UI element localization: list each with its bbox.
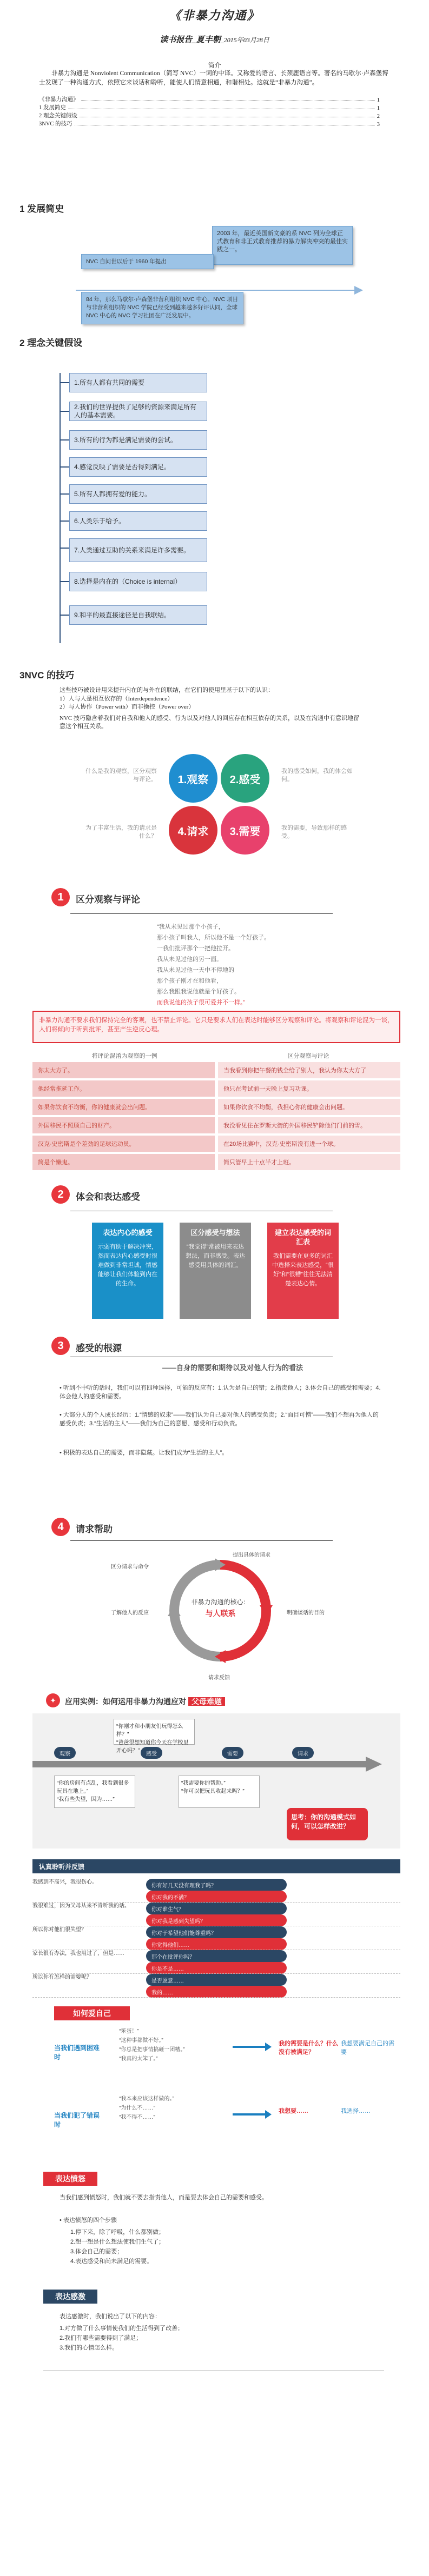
table-row [32,1099,400,1115]
table-row [32,1117,400,1133]
example-box-need: “我需要你的帮助。” “你可以把玩具收起来吗？” [179,1776,260,1808]
need-bullet: • 听到不中听的话时，我们可以有四种选择，可能的反应有：1.认为是自己的错；2.指责他人；3.体会自己的感受和需要；4.体会他人的感受和需要。 [60,1385,381,1400]
history-box-84: 84 年，那么马歇尔·卢森堡非营利组织 NVC 中心。NVC 项目与非营利组织的 NVC 学院已经受到越来越多好评认同，全球 NVC 中心的 NVC 学习社团在广泛发展中。 [81,292,243,324]
card-text: 示弱有助于解决冲突，然而表达内心感受时很难做到非常坦诚，情感能够让我们体验到内在的生命。 [98,1244,157,1287]
connector [61,615,69,616]
cell-evaluation: 外国移民不照顾自己的财产。 [32,1117,215,1133]
assumption-item: 7.人类通过互助的关系来满足许多需要。 [69,538,207,562]
requests-heading: 请求帮助 [76,1524,113,1534]
cell-evaluation: 汉克·史密斯是个差劲的足球运动员。 [32,1136,215,1152]
quote-line: “我真的太笨了。” [119,2056,158,2062]
observation-quote [157,922,335,1008]
request-caption: 为了丰富生活，我的请求是什么？ [85,825,157,839]
cell-observation: 当我看到你把午餐的钱全给了别人，我认为你太大方了 [218,1062,400,1078]
cell-evaluation: 如果你饮食不均衡，你的健康就会出问题。 [32,1099,215,1115]
observation-heading: 区分观察与评论 [76,895,140,905]
cycle-node: 明确谈话的目的 [287,1610,325,1616]
footer-divider [43,2370,384,2371]
observation-warning-box: 非暴力沟通不要求我们保持完全的客观，也不禁止评论。它只是要求人们在表达时能够区分观察和评论。将观察和评论混为一谈，人们将倾向于听到批评，甚至产生逆反心理。 [32,1011,400,1043]
needs-subheading: ——自身的需要和期待以及对他人行为的看法 [162,1364,303,1372]
love-choice: 我想要满足自己的需要 [341,2040,394,2056]
quote-line: 而我说他的孩子很可爱并不一样。” [157,999,246,1006]
application-timeline [32,1761,368,1767]
anger-step: 1.停下来，除了呼吸，什么都别做； [70,2229,165,2235]
abstract-text: 非暴力沟通是 Nonviolent Communication（简写 NVC）一词的中译。又称爱的语言、长颈鹿语言等。著名的马歇尔·卢森堡博士发现了一种沟通方式，依照它来谈话和聆听，能使人们情意相通，和谐相处。这就是“非暴力沟通”。 [39,70,388,86]
gratitude-step: 3.我们的心情怎么样。 [60,2345,118,2351]
feeling-circle: 2.感受 [221,754,269,803]
connector [61,439,69,441]
need-caption: 我的需要，导致那样的感受。 [281,825,347,839]
connector [61,548,69,549]
table-row [32,1062,400,1078]
listen-statement: 我很难过，因为父母从来不肯听我的话。 [32,1903,130,1909]
love-response: 我想要…… [279,2108,308,2114]
divider [70,1540,333,1541]
quote-line: “这种事都做不好。” [119,2038,163,2044]
listen-header: 认真聆听并反馈 [32,1859,400,1873]
cycle-center-label: 非暴力沟通的核心： [191,1598,250,1606]
cycle-center-highlight: 与人联系 [205,1609,236,1618]
cycle-node: 了解他人的反应 [111,1610,149,1616]
gratitude-step: 1.对方做了什么事情使我们的生活得到了改善； [60,2325,184,2332]
listen-statement: 我感到不高兴，我很伤心。 [32,1879,97,1885]
toc-row[interactable]: 1 发展简史 1 [39,105,380,111]
quote-line: “笨蛋！” [119,2028,139,2034]
techniques-point-2: 2）与人协作（Power with）而非操控（Power over） [60,704,195,710]
toc-label: 《非暴力沟通》 [39,97,79,103]
assumption-item: 9.和平的最直接途径是自我联结。 [69,605,207,625]
report-date: _2015年03月28日 [220,36,269,44]
assumption-item: 1.所有人都有共同的需要 [69,373,207,392]
feeling-caption: 我的感受如何，我的体会如何。 [281,768,353,783]
quote-line: 一我们批评那个一把他拉开。 [157,945,234,952]
connector [61,466,69,468]
need-bullet: • 大部分人的个人成长经历：1.“情感的奴隶”——我们认为自己要对他人的感受负责；2.“面目可憎”——我们不想再为他人的感受负责；3.“生活的主人”——我们为自己的意愿、感受和行动负责。 [60,1412,379,1427]
application-highlight: 父母难题 [188,1697,225,1706]
anger-step: 3.体会自己的需要； [70,2248,123,2255]
anger-text: 当我们感到愤怒时，我们就不要去指责他人，而是要去体会自己的需要和感受。 [60,2194,268,2201]
card-title: 表达内心的感受 [103,1229,153,1237]
table-of-contents [39,95,380,128]
quote-line: 我从未见过他一天中不停地的 [157,967,234,973]
listen-response: 你有好几天没有理我了吗？ [146,1879,287,1891]
love-quotes [119,2027,227,2064]
example-box-feel: “你的房间有点乱，我看到很多玩具在地上。” “我有些失望，因为……” [54,1776,135,1808]
comparison-table-header [32,1051,400,1060]
listen-response-alt: 你对我的不满？ [146,1891,287,1903]
techniques-intro-2: NVC 技巧隐含着我们对自我和他人的感受、行为以及对他人的回应存在相互依存的关系，以及在沟通中有意识地留意这个相互关系。 [60,715,359,730]
cell-observation: 我没看见住在罗斯大街的外国移民铲除他们门前的雪。 [218,1117,400,1133]
gratitude-intro: 表达感激时，我们说出了以下的内容： [60,2313,161,2320]
listen-statement: 所以你对他们很失望？ [32,1927,87,1933]
arrow-head-icon [265,2043,272,2051]
section-heading-techniques: 3NVC 的技巧 [19,670,75,680]
gratitude-header: 表达感激 [43,2290,97,2304]
timeline-arrow-icon [366,1757,382,1772]
cycle-node: 提出具体的请求 [233,1552,270,1558]
anger-step: 4.表达感受和尚未满足的需要。 [70,2258,153,2265]
cell-observation: 简只管早上十点半才上班。 [218,1154,400,1170]
section-heading-assumptions: 2 理念关键假设 [19,338,83,348]
step-number-4: 4 [51,1518,70,1536]
author: 读书报告_夏丰朝 [160,36,221,44]
card-text: 我们需要在更多的词汇中选择来表达感受，“很好”和“很糟”往往无法清楚表达心情。 [272,1253,334,1287]
report-subtitle [0,34,429,45]
divider [70,913,333,914]
cell-observation: 如果你饮食不均衡，我担心你的健康会出问题。 [218,1099,400,1115]
cell-evaluation: 你太大方了。 [32,1062,215,1078]
step-number-3: 3 [51,1337,70,1355]
assumption-item: 8.选择是内在的（Choice is internal） [69,572,207,591]
quote-line: 那么我跟我说他就是个好孩子。 [157,989,240,995]
report-title: 《非暴力沟通》 [169,9,260,22]
feelings-heading: 体会和表达感受 [76,1192,140,1202]
application-title: 应用实例：如何运用非暴力沟通应对 父母难题 [65,1696,225,1707]
feeling-card-express [92,1223,163,1319]
listen-response-alt: 你觉得他们…… [146,1938,287,1950]
needs-heading: 感受的根源 [76,1343,122,1353]
card-text: “我觉得”常被用来表达想法，而非感受。表达感受用具体的词汇。 [186,1244,245,1269]
need-bullet: • 积极的表达自己的需要，而非隐藏。让我们成为“生活的主人”。 [60,1450,228,1456]
toc-row[interactable]: 3NVC 的技巧 3 [39,121,380,128]
thinking-callout: 思考：你的沟通模式如何，可以怎样改进？ [287,1808,368,1840]
listen-response: 你对于希望他们能尊重吗？ [146,1926,287,1938]
connector [61,581,69,582]
observation-circle: 1.观察 [169,754,217,803]
love-yourself-header: 如何爱自己 [54,2006,130,2020]
cell-evaluation: 他经常拖延工作。 [32,1080,215,1097]
step-number-2: 2 [51,1185,70,1204]
table-header-left: 将评论混淆为观察的一例 [91,1053,157,1059]
history-box-2003: 2003 年，最近英国新文豪的系 NVC 列为全球正式教育和非正式教育推荐的暴力解决冲突的最佳实践之一。 [212,226,353,265]
love-quotes [119,2094,227,2122]
table-header-right: 区分观察与评论 [287,1053,329,1059]
anger-header: 表达愤怒 [43,2172,97,2186]
anger-list-heading: • 表达愤怒的四个步骤 [60,2217,117,2224]
listen-response-alt: 你对我是感到失望吗？ [146,1914,287,1926]
techniques-point-1: 1）人与人是相互依存的（Interdependence） [60,696,174,702]
toc-row[interactable]: 2 理念关键假设 2 [39,113,380,119]
table-row [32,1080,400,1097]
card-title: 建立表达感受的词汇表 [274,1229,331,1246]
connector [61,411,69,412]
abstract-heading: 简介 [208,62,221,69]
assumption-item: 6.人类乐于给予。 [69,511,207,531]
cell-observation: 在20场比赛中，汉克·史密斯没有进一个球。 [218,1136,400,1152]
quote-line: “我本来应该这样做的。” [119,2096,174,2102]
quote-line: 那个孩子刚才在和他看， [157,978,222,984]
assumption-item: 4.感觉反映了需要是否得到满足。 [69,457,207,477]
table-row [32,1136,400,1152]
application-badge: ✦ [46,1693,60,1707]
cycle-node: 区分请求与命令 [111,1564,149,1570]
arrow-head-icon [265,2110,272,2119]
quote-line: “你总是把事情搞砸一团糟。” [119,2047,185,2053]
listen-response-alt: 我的…… [146,1986,287,1998]
step-number-1: 1 [51,888,70,906]
feeling-card-distinguish [180,1223,251,1319]
history-box-1960: NVC 自问世以后于 1960 年提出 [81,254,214,269]
timeline-label: 请求 [292,1747,314,1759]
love-trigger: 当我们犯了错误时 [54,2112,100,2128]
quote-line: “我不得不……” [119,2114,155,2120]
example-box-observe: “你刚才和小朋友们玩得怎么样？” “爸爸很想知道你今天在学校里开心吗？” [114,1719,195,1745]
connector [61,382,69,383]
quote-line: “我从未见过那个小孩子， [157,924,225,930]
assumption-spine [60,373,61,643]
observation-caption: 什么是我的观察，区分观察与评论。 [85,768,157,783]
connector [61,493,69,495]
cell-observation: 他只在考试前一天晚上复习功课。 [218,1080,400,1097]
timeline-label: 感受 [141,1747,162,1759]
quote-line: 那小孩子叫我人，所以他不是一个好孩子。 [157,935,270,941]
listen-statement: 家长很有办法，我也用过了，但是…… [32,1951,124,1957]
connector [61,520,69,522]
assumption-item: 2.我们的世界提供了足够的资源来满足所有人的基本需要。 [69,402,207,421]
listen-response: 是否愿意…… [146,1974,287,1986]
techniques-intro: 这些技巧被设计用来提升内在的与外在的联结，在它们的使用里基于以下的认识： [60,687,274,693]
arrow-shaft [233,2113,265,2115]
gratitude-step: 2.我们有哪些需要得到了满足； [60,2335,142,2341]
love-trigger: 当我们遇到困难时 [54,2044,100,2061]
assumption-item: 5.所有人都拥有爱的能力。 [69,484,207,504]
listen-response-alt: 你是不是…… [146,1962,287,1974]
timeline-line [76,290,357,291]
timeline-label: 观察 [54,1747,76,1759]
assumption-item: 3.所有的行为都是满足需要的尝试。 [69,430,207,450]
listen-response: 你对谁生气？ [146,1903,287,1914]
section-heading-history: 1 发展简史 [19,204,64,214]
need-circle: 3.需要 [221,806,269,855]
quote-line: 我从未见过他的另一面。 [157,956,222,963]
toc-header: 《非暴力沟通》 1 [39,95,380,103]
love-response: 我的需要是什么？什么没有被满足？ [279,2040,338,2056]
cell-evaluation: 简是个懒鬼。 [32,1154,215,1170]
listen-statement: 所以你有怎样的需要呢？ [32,1974,92,1980]
timeline-arrow-icon [354,286,363,295]
quote-line: “为什么不……” [119,2105,155,2111]
listen-response: 那个在批评你吗？ [146,1950,287,1962]
love-choice: 我选择…… [341,2108,371,2114]
card-title: 区分感受与想法 [190,1229,240,1237]
feeling-card-vocabulary [267,1223,339,1319]
request-circle: 4.请求 [169,806,217,855]
table-row [32,1154,400,1170]
cycle-node: 请求反馈 [208,1675,230,1681]
row-divider [32,1997,400,1998]
arrow-shaft [233,2046,265,2048]
anger-step: 2.想一想是什么想法使我们生气了； [70,2239,165,2245]
timeline-label: 需要 [222,1747,243,1759]
